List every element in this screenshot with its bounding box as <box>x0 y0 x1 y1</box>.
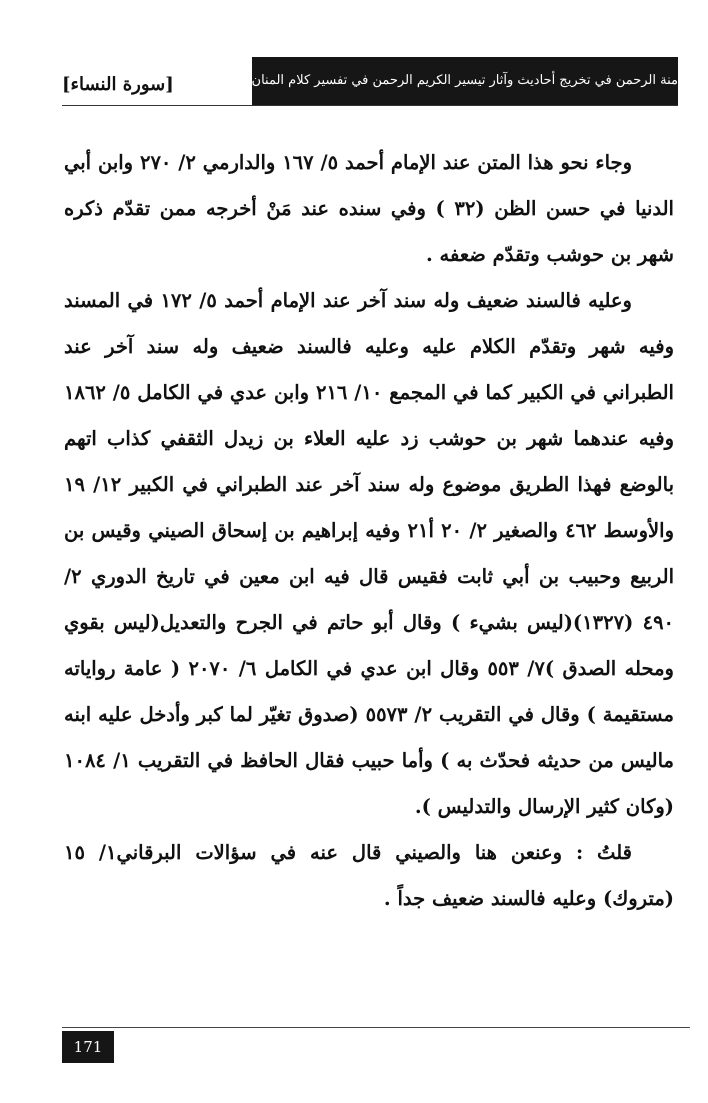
surah-label: [سورة النساء] <box>62 74 174 95</box>
paragraph-3: قلتُ : وعنعن هنا والصيني قال عنه في سؤالات البرقاني١/ ١٥ (متروك) وعليه فالسند ضعيف جداً . <box>64 841 674 910</box>
paragraph-2: وعليه فالسند ضعيف وله سند آخر عند الإمام أحمد ٥/ ١٧٢ في المسند وفيه شهر وتقدّم الكلام عليه وعليه فالسند ضعيف وله سند آخر عند الطبراني في الكبير كما في المجمع ١٠/ ٢١٦ وابن عدي في الكامل ٥/ ١٨٦٢ وفيه عندهما شهر بن حوشب زد عليه العلاء بن زيدل الثقفي كذاب اتهم بالوضع فهذا الطريق موضوع وله سند آخر عند الطبراني في الكبير ١٢/ ١٩ والأوسط ٤٦٢ والصغير ٢/ ٢٠ أ٢١ وفيه إبراهيم بن إسحاق الصيني وقيس بن الربيع وحبيب بن أبي ثابت فقيس قال فيه ابن معين في تاريخ الدوري ٢/ ٤٩٠ (١٣٢٧)(ليس بشيء ) وقال أبو حاتم في الجرح والتعديل(ليس بقوي ومحله الصدق )٧/ ٥٥٣ وقال ابن عدي في الكامل ٦/ ٢٠٧٠ ( عامة رواياته مستقيمة ) وقال في التقريب ٢/ ٥٥٧٣ (صدوق تغيّر لما كبر وأدخل عليه ابنه ماليس من حديثه فحدّث به ) وأما حبيب فقال الحافظ في التقريب ١/ ١٠٨٤ (وكان كثير الإرسال والتدليس ). <box>64 289 675 818</box>
page-header <box>62 57 678 107</box>
paragraph-1: وجاء نحو هذا المتن عند الإمام أحمد ٥/ ١٦٧ والدارمي ٢/ ٢٧٠ وابن أبي الدنيا في حسن الظن (٣٢ ) وفي سنده عند مَنْ أخرجه ممن تقدّم ذكره شهر بن حوشب وتقدّم ضعفه . <box>64 151 674 266</box>
book-title-bar <box>252 57 678 105</box>
book-title: منة الرحمن في تخريج أحاديث وآثار تيسير الكريم الرحمن في تفسير كلام المنان <box>252 73 678 88</box>
page-number: 171 <box>62 1031 114 1063</box>
header-divider <box>62 105 678 106</box>
footer-divider <box>62 1027 690 1028</box>
main-text <box>64 140 674 922</box>
